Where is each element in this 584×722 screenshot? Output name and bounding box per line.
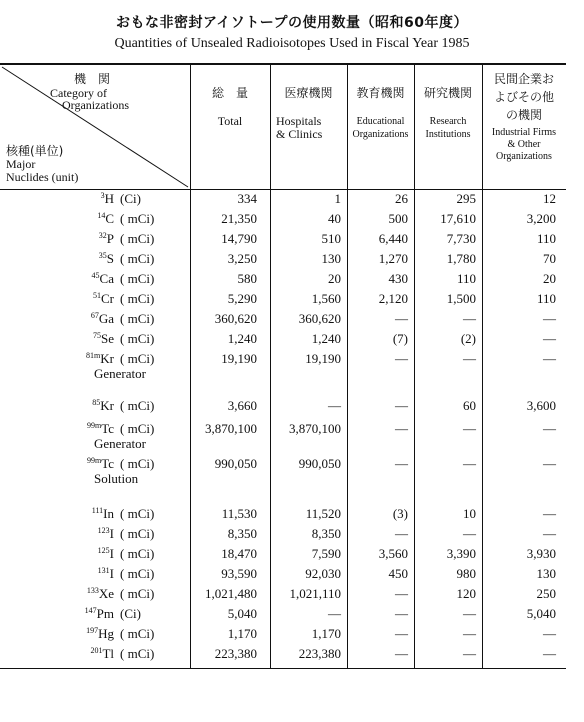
table-cell: — xyxy=(463,646,476,661)
table-cell: 8,350 xyxy=(227,526,257,541)
nuclide-cell xyxy=(0,564,158,584)
mass-number: 123 xyxy=(97,526,110,535)
mass-number: 125 xyxy=(97,546,110,555)
table-cell: — xyxy=(543,331,556,346)
mass-number: 133 xyxy=(86,586,99,595)
mass-number: 51 xyxy=(93,291,101,300)
table-bottom-rule xyxy=(0,668,566,669)
table-cell: 980 xyxy=(456,566,476,581)
nuclide-subtype: Generator xyxy=(94,366,146,381)
nuclide-cell xyxy=(0,644,158,664)
table-cell: 223,380 xyxy=(214,646,257,661)
table-cell: 1,021,110 xyxy=(289,586,341,601)
unit-label: ( mCi) xyxy=(120,626,155,641)
table-cell: 2,120 xyxy=(378,291,408,306)
table-cell: 10 xyxy=(463,506,476,521)
col-industrial-ja: 民間企業お xyxy=(493,72,554,86)
table-cell: 26 xyxy=(395,191,408,206)
table-row xyxy=(0,396,566,416)
element-symbol: C xyxy=(105,211,114,226)
table-cell: 40 xyxy=(328,211,341,226)
table-row xyxy=(0,209,566,229)
nuclide-cell xyxy=(0,189,158,209)
table-row xyxy=(0,454,566,486)
col-industrial-en-3: Organizations xyxy=(496,151,552,162)
nuclide-cell xyxy=(0,604,158,624)
table-cell: 510 xyxy=(321,231,341,246)
table-cell: 93,590 xyxy=(221,566,257,581)
nuclide-label-en: Major xyxy=(6,157,36,171)
table-cell: 1,170 xyxy=(227,626,257,641)
table-header xyxy=(0,63,566,190)
unit-label: ( mCi) xyxy=(120,421,155,436)
table-cell: — xyxy=(543,311,556,326)
element-symbol: Kr xyxy=(100,351,114,366)
table-cell: — xyxy=(543,421,556,436)
nuclide-cell xyxy=(0,524,158,544)
table-cell: — xyxy=(328,606,341,621)
nuclide-cell xyxy=(0,229,158,249)
table-cell: 3,390 xyxy=(446,546,476,561)
table-cell: — xyxy=(463,626,476,641)
table-cell: 19,190 xyxy=(221,351,257,366)
table-row xyxy=(0,624,566,644)
table-cell: 3,930 xyxy=(526,546,556,561)
table-cell: (7) xyxy=(392,331,408,346)
table-cell: 110 xyxy=(536,291,556,306)
table-row xyxy=(0,564,566,584)
table-cell: 990,050 xyxy=(298,456,341,471)
table-cell: — xyxy=(543,456,556,471)
unit-label: ( mCi) xyxy=(120,351,155,366)
element-symbol: Ca xyxy=(99,271,114,286)
mass-number: 99m xyxy=(86,456,102,465)
table-cell: 5,040 xyxy=(227,606,257,621)
element-symbol: Pm xyxy=(96,606,114,621)
table-cell: 20 xyxy=(328,271,341,286)
table-cell: — xyxy=(463,311,476,326)
table-row xyxy=(0,584,566,604)
table-cell: 1,240 xyxy=(227,331,257,346)
table-cell: 70 xyxy=(543,251,556,266)
table-cell: 11,520 xyxy=(305,506,341,521)
nuclide-subtype: Generator xyxy=(94,436,146,451)
table-cell: 18,470 xyxy=(221,546,257,561)
col-educational-en-2: Organizations xyxy=(352,129,409,140)
table-cell: 1,240 xyxy=(311,331,341,346)
table-cell: 580 xyxy=(237,271,257,286)
table-cell: 1,500 xyxy=(446,291,476,306)
table-cell: 7,590 xyxy=(311,546,341,561)
element-symbol: Se xyxy=(101,331,114,346)
mass-number: 35 xyxy=(98,251,107,260)
table-cell: 6,440 xyxy=(378,231,408,246)
unit-label: ( mCi) xyxy=(120,526,155,541)
table-cell: 7,730 xyxy=(446,231,476,246)
nuclide-subtype: Solution xyxy=(94,471,139,486)
nuclide-cell xyxy=(0,504,158,524)
col-research-en-2: Institutions xyxy=(425,129,471,140)
table-cell: 92,030 xyxy=(305,566,341,581)
nuclide-label-en-2: Nuclides (unit) xyxy=(6,170,79,184)
element-symbol: Ga xyxy=(98,311,114,326)
table-cell: 12 xyxy=(543,191,556,206)
col-hospitals-ja: 医療機関 xyxy=(284,86,333,100)
element-symbol: Kr xyxy=(100,398,114,413)
mass-number: 75 xyxy=(93,331,101,340)
table-cell: — xyxy=(463,526,476,541)
mass-number: 3 xyxy=(100,191,105,200)
table-cell: 120 xyxy=(456,586,476,601)
table-cell: — xyxy=(395,606,408,621)
nuclide-cell xyxy=(0,396,158,416)
table-cell: 3,600 xyxy=(526,398,556,413)
table-cell: — xyxy=(395,421,408,436)
org-label-en: Category of xyxy=(50,86,107,100)
element-symbol: In xyxy=(103,506,114,521)
table-cell: — xyxy=(328,398,341,413)
table-cell: 3,660 xyxy=(227,398,257,413)
table-cell: 990,050 xyxy=(214,456,257,471)
element-symbol: Cr xyxy=(101,291,114,306)
element-symbol: Tc xyxy=(101,456,114,471)
col-research-en: Research xyxy=(429,116,467,127)
col-industrial-ja-2: よびその他 xyxy=(493,90,554,104)
table-cell: 3,250 xyxy=(227,251,257,266)
table-cell: — xyxy=(395,646,408,661)
table-row xyxy=(0,604,566,624)
mass-number: 14 xyxy=(97,211,106,220)
table-cell: 1,170 xyxy=(311,626,341,641)
col-hospitals-en-2: & Clinics xyxy=(276,127,323,141)
table-cell: 21,350 xyxy=(221,211,257,226)
table-cell: 60 xyxy=(463,398,476,413)
table-cell: 11,530 xyxy=(221,506,257,521)
table-cell: — xyxy=(543,526,556,541)
element-symbol: S xyxy=(106,251,114,266)
col-hospitals-en: Hospitals xyxy=(276,114,322,128)
col-total-ja: 総 量 xyxy=(211,86,248,100)
mass-number: 147 xyxy=(84,606,97,615)
unit-label: ( mCi) xyxy=(120,211,155,226)
table-cell: 110 xyxy=(456,271,476,286)
col-industrial-ja-3: の機関 xyxy=(505,108,542,122)
unit-label: ( mCi) xyxy=(120,456,155,471)
table-cell: 17,610 xyxy=(440,211,476,226)
table-cell: (3) xyxy=(392,506,408,521)
table-cell: 360,620 xyxy=(214,311,257,326)
col-industrial-en: Industrial Firms xyxy=(491,127,557,138)
table-row xyxy=(0,349,566,381)
org-label-en-2: Organizations xyxy=(62,98,130,112)
table-cell: 3,870,100 xyxy=(205,421,257,436)
table-cell: 450 xyxy=(388,566,408,581)
unit-label: ( mCi) xyxy=(120,546,155,561)
table-cell: — xyxy=(395,626,408,641)
table-cell: — xyxy=(543,626,556,641)
table-cell: 5,290 xyxy=(227,291,257,306)
table-row xyxy=(0,504,566,524)
col-research-ja: 研究機関 xyxy=(423,86,472,100)
table-cell: 1,780 xyxy=(446,251,476,266)
table-cell: — xyxy=(395,398,408,413)
table-cell: — xyxy=(395,526,408,541)
nuclide-cell xyxy=(0,544,158,564)
table-cell: 14,790 xyxy=(221,231,257,246)
col-educational-ja: 教育機関 xyxy=(356,86,405,100)
element-symbol: I xyxy=(109,546,114,561)
element-symbol: Xe xyxy=(98,586,114,601)
mass-number: 99m xyxy=(86,421,102,430)
table-row xyxy=(0,419,566,451)
table-cell: — xyxy=(395,456,408,471)
element-symbol: Tl xyxy=(102,646,114,661)
table-cell: 5,040 xyxy=(526,606,556,621)
table-cell: 334 xyxy=(237,191,257,206)
table-row xyxy=(0,269,566,289)
unit-label: (Ci) xyxy=(120,191,141,206)
unit-label: ( mCi) xyxy=(120,586,155,601)
nuclide-cell xyxy=(0,624,158,644)
org-label-ja: 機 関 xyxy=(74,72,111,86)
table-cell: 223,380 xyxy=(298,646,341,661)
column-divider xyxy=(270,65,271,189)
table-cell: — xyxy=(463,456,476,471)
unit-label: ( mCi) xyxy=(120,271,155,286)
unit-label: ( mCi) xyxy=(120,291,155,306)
table-cell: 250 xyxy=(536,586,556,601)
table-row xyxy=(0,249,566,269)
table-row xyxy=(0,544,566,564)
mass-number: 131 xyxy=(97,566,110,575)
unit-label: ( mCi) xyxy=(120,646,155,661)
table-cell: — xyxy=(463,351,476,366)
mass-number: 81m xyxy=(86,351,101,360)
table-cell: 20 xyxy=(543,271,556,286)
table-cell: 1,560 xyxy=(311,291,341,306)
table-cell: 130 xyxy=(321,251,341,266)
table-cell: — xyxy=(395,311,408,326)
nuclide-cell xyxy=(0,329,158,349)
page-title-en: Quantities of Unsealed Radioisotopes Used in Fiscal Year 1985 xyxy=(114,36,470,51)
table-row xyxy=(0,309,566,329)
table-cell: — xyxy=(395,586,408,601)
mass-number: 85 xyxy=(92,398,101,407)
unit-label: ( mCi) xyxy=(120,398,155,413)
unit-label: ( mCi) xyxy=(120,566,155,581)
table-cell: 130 xyxy=(536,566,556,581)
unit-label: ( mCi) xyxy=(120,231,155,246)
unit-label: (Ci) xyxy=(120,606,141,621)
table-cell: 1,021,480 xyxy=(205,586,257,601)
nuclide-label-ja: 核種(単位) xyxy=(6,144,64,158)
table-cell: 3,870,100 xyxy=(289,421,341,436)
element-symbol: H xyxy=(104,191,114,206)
table-row xyxy=(0,644,566,664)
mass-number: 201 xyxy=(90,646,103,655)
unit-label: ( mCi) xyxy=(120,506,155,521)
element-symbol: I xyxy=(109,566,114,581)
table-cell: 3,200 xyxy=(526,211,556,226)
page-title-ja: おもな非密封アイソトープの使用数量（昭和60年度） xyxy=(115,15,469,31)
element-symbol: I xyxy=(109,526,114,541)
table-row xyxy=(0,524,566,544)
col-total-en: Total xyxy=(217,114,243,128)
nuclide-cell xyxy=(0,309,158,329)
nuclide-cell xyxy=(0,269,158,289)
table-row xyxy=(0,329,566,349)
unit-label: ( mCi) xyxy=(120,331,155,346)
table-cell: — xyxy=(463,606,476,621)
unit-label: ( mCi) xyxy=(120,311,155,326)
table-cell: 19,190 xyxy=(305,351,341,366)
element-symbol: Hg xyxy=(98,626,114,641)
table-cell: 360,620 xyxy=(298,311,341,326)
mass-number: 45 xyxy=(91,271,100,280)
table-cell: 110 xyxy=(536,231,556,246)
table-cell: — xyxy=(463,421,476,436)
nuclide-cell xyxy=(0,584,158,604)
element-symbol: P xyxy=(106,231,114,246)
table-cell: (2) xyxy=(460,331,476,346)
unit-label: ( mCi) xyxy=(120,251,155,266)
table-row xyxy=(0,189,566,209)
nuclide-cell xyxy=(0,249,158,269)
mass-number: 197 xyxy=(86,626,99,635)
table-cell: 295 xyxy=(456,191,476,206)
table-cell: — xyxy=(543,351,556,366)
col-industrial-en-2: & Other xyxy=(507,139,541,150)
table-cell: 3,560 xyxy=(378,546,408,561)
nuclide-cell xyxy=(0,289,158,309)
nuclide-cell xyxy=(0,209,158,229)
table-cell: — xyxy=(543,646,556,661)
element-symbol: Tc xyxy=(101,421,114,436)
table-row xyxy=(0,289,566,309)
table-cell: — xyxy=(543,506,556,521)
mass-number: 111 xyxy=(91,506,104,515)
table-cell: 500 xyxy=(388,211,408,226)
table-row xyxy=(0,229,566,249)
col-educational-en: Educational xyxy=(356,116,405,127)
table-cell: 430 xyxy=(388,271,408,286)
table-cell: 8,350 xyxy=(311,526,341,541)
table-cell: 1,270 xyxy=(378,251,408,266)
table-cell: — xyxy=(395,351,408,366)
table-cell: 1 xyxy=(334,191,341,206)
mass-number: 67 xyxy=(90,311,99,320)
mass-number: 32 xyxy=(98,231,107,240)
